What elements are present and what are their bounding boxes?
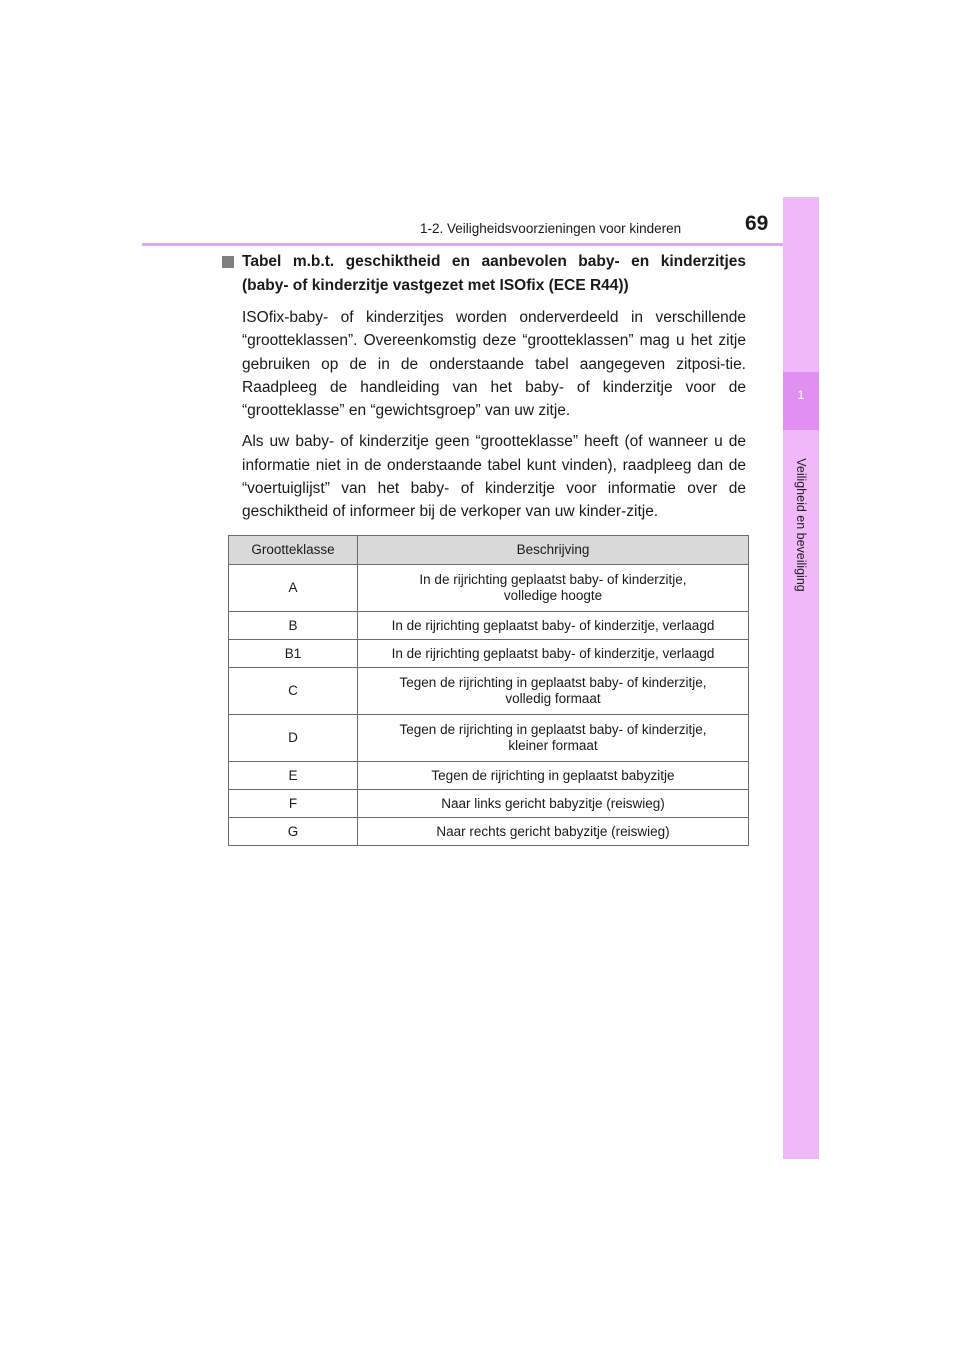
running-head: 1-2. Veiligheidsvoorzieningen voor kinderen [420, 221, 682, 236]
table-row [229, 640, 749, 668]
description-line: Tegen de rijrichting in geplaatst baby- of kinderzitje, [399, 722, 707, 737]
paragraph: Als uw baby- of kinderzitje geen “grootteklasse” heeft (of wanneer u de informatie niet in de onderstaande tabel kunt vinden), raadpleeg dan de “voertuiglijst” van het baby- of kinderzitje voor informatie over de geschiktheid of informeer bij de verkoper van uw kinder-zitje. [242, 433, 746, 521]
size-class-cell: G [229, 818, 358, 846]
description-cell [358, 668, 749, 715]
main-content [222, 250, 746, 524]
size-class-cell: F [229, 790, 358, 818]
square-bullet-icon [222, 256, 234, 268]
table-row [229, 818, 749, 846]
column-header-grootteklasse: Grootteklasse [229, 536, 358, 565]
section-heading-text: Tabel m.b.t. geschiktheid en aanbevolen baby- en kinderzitjes (baby- of kinderzitje vastgezet met ISOfix (ECE R44)) [242, 253, 746, 294]
description-cell [358, 715, 749, 762]
table-row [229, 790, 749, 818]
table-row [229, 612, 749, 640]
description-cell: Naar links gericht babyzitje (reiswieg) [358, 790, 749, 818]
table-header-row [229, 536, 749, 565]
description-cell: In de rijrichting geplaatst baby- of kinderzitje, verlaagd [358, 640, 749, 668]
description-cell: Tegen de rijrichting in geplaatst babyzitje [358, 762, 749, 790]
section-heading [222, 250, 746, 298]
size-class-cell: D [229, 715, 358, 762]
chapter-side-tab [783, 197, 819, 1159]
table-row [229, 715, 749, 762]
table-row [229, 565, 749, 612]
size-class-cell: B [229, 612, 358, 640]
table-row [229, 762, 749, 790]
description-line: volledig formaat [505, 691, 601, 706]
description-cell: In de rijrichting geplaatst baby- of kinderzitje, verlaagd [358, 612, 749, 640]
description-line: kleiner formaat [508, 738, 598, 753]
size-class-cell: B1 [229, 640, 358, 668]
description-cell: Naar rechts gericht babyzitje (reiswieg) [358, 818, 749, 846]
paragraph: ISOfix-baby- of kinderzitjes worden onderverdeeld in verschillende “grootteklassen”. Overeenkomstig deze “grootteklassen” mag u het zitje gebruiken op de in de onderstaande tabel aangegeven zitposi-tie. Raadpleeg de handleiding van het baby- of kinderzitje voor de “grootteklasse” en “gewichtsgroep” van uw zitje. [242, 309, 746, 420]
description-line: Tegen de rijrichting in geplaatst baby- of kinderzitje, [399, 675, 707, 690]
description-line: volledige hoogte [503, 588, 603, 603]
table-row [229, 668, 749, 715]
size-class-cell: E [229, 762, 358, 790]
description-cell [358, 565, 749, 612]
size-class-cell: A [229, 565, 358, 612]
chapter-number: 1 [797, 388, 805, 402]
header-rule [142, 243, 819, 246]
column-header-beschrijving: Beschrijving [358, 536, 749, 565]
size-class-table [228, 535, 749, 846]
description-line: In de rijrichting geplaatst baby- of kinderzitje, [419, 572, 687, 587]
chapter-title: Veiligheid en beveiliging [794, 458, 808, 592]
size-class-cell: C [229, 668, 358, 715]
page-number: 69 [745, 212, 769, 235]
